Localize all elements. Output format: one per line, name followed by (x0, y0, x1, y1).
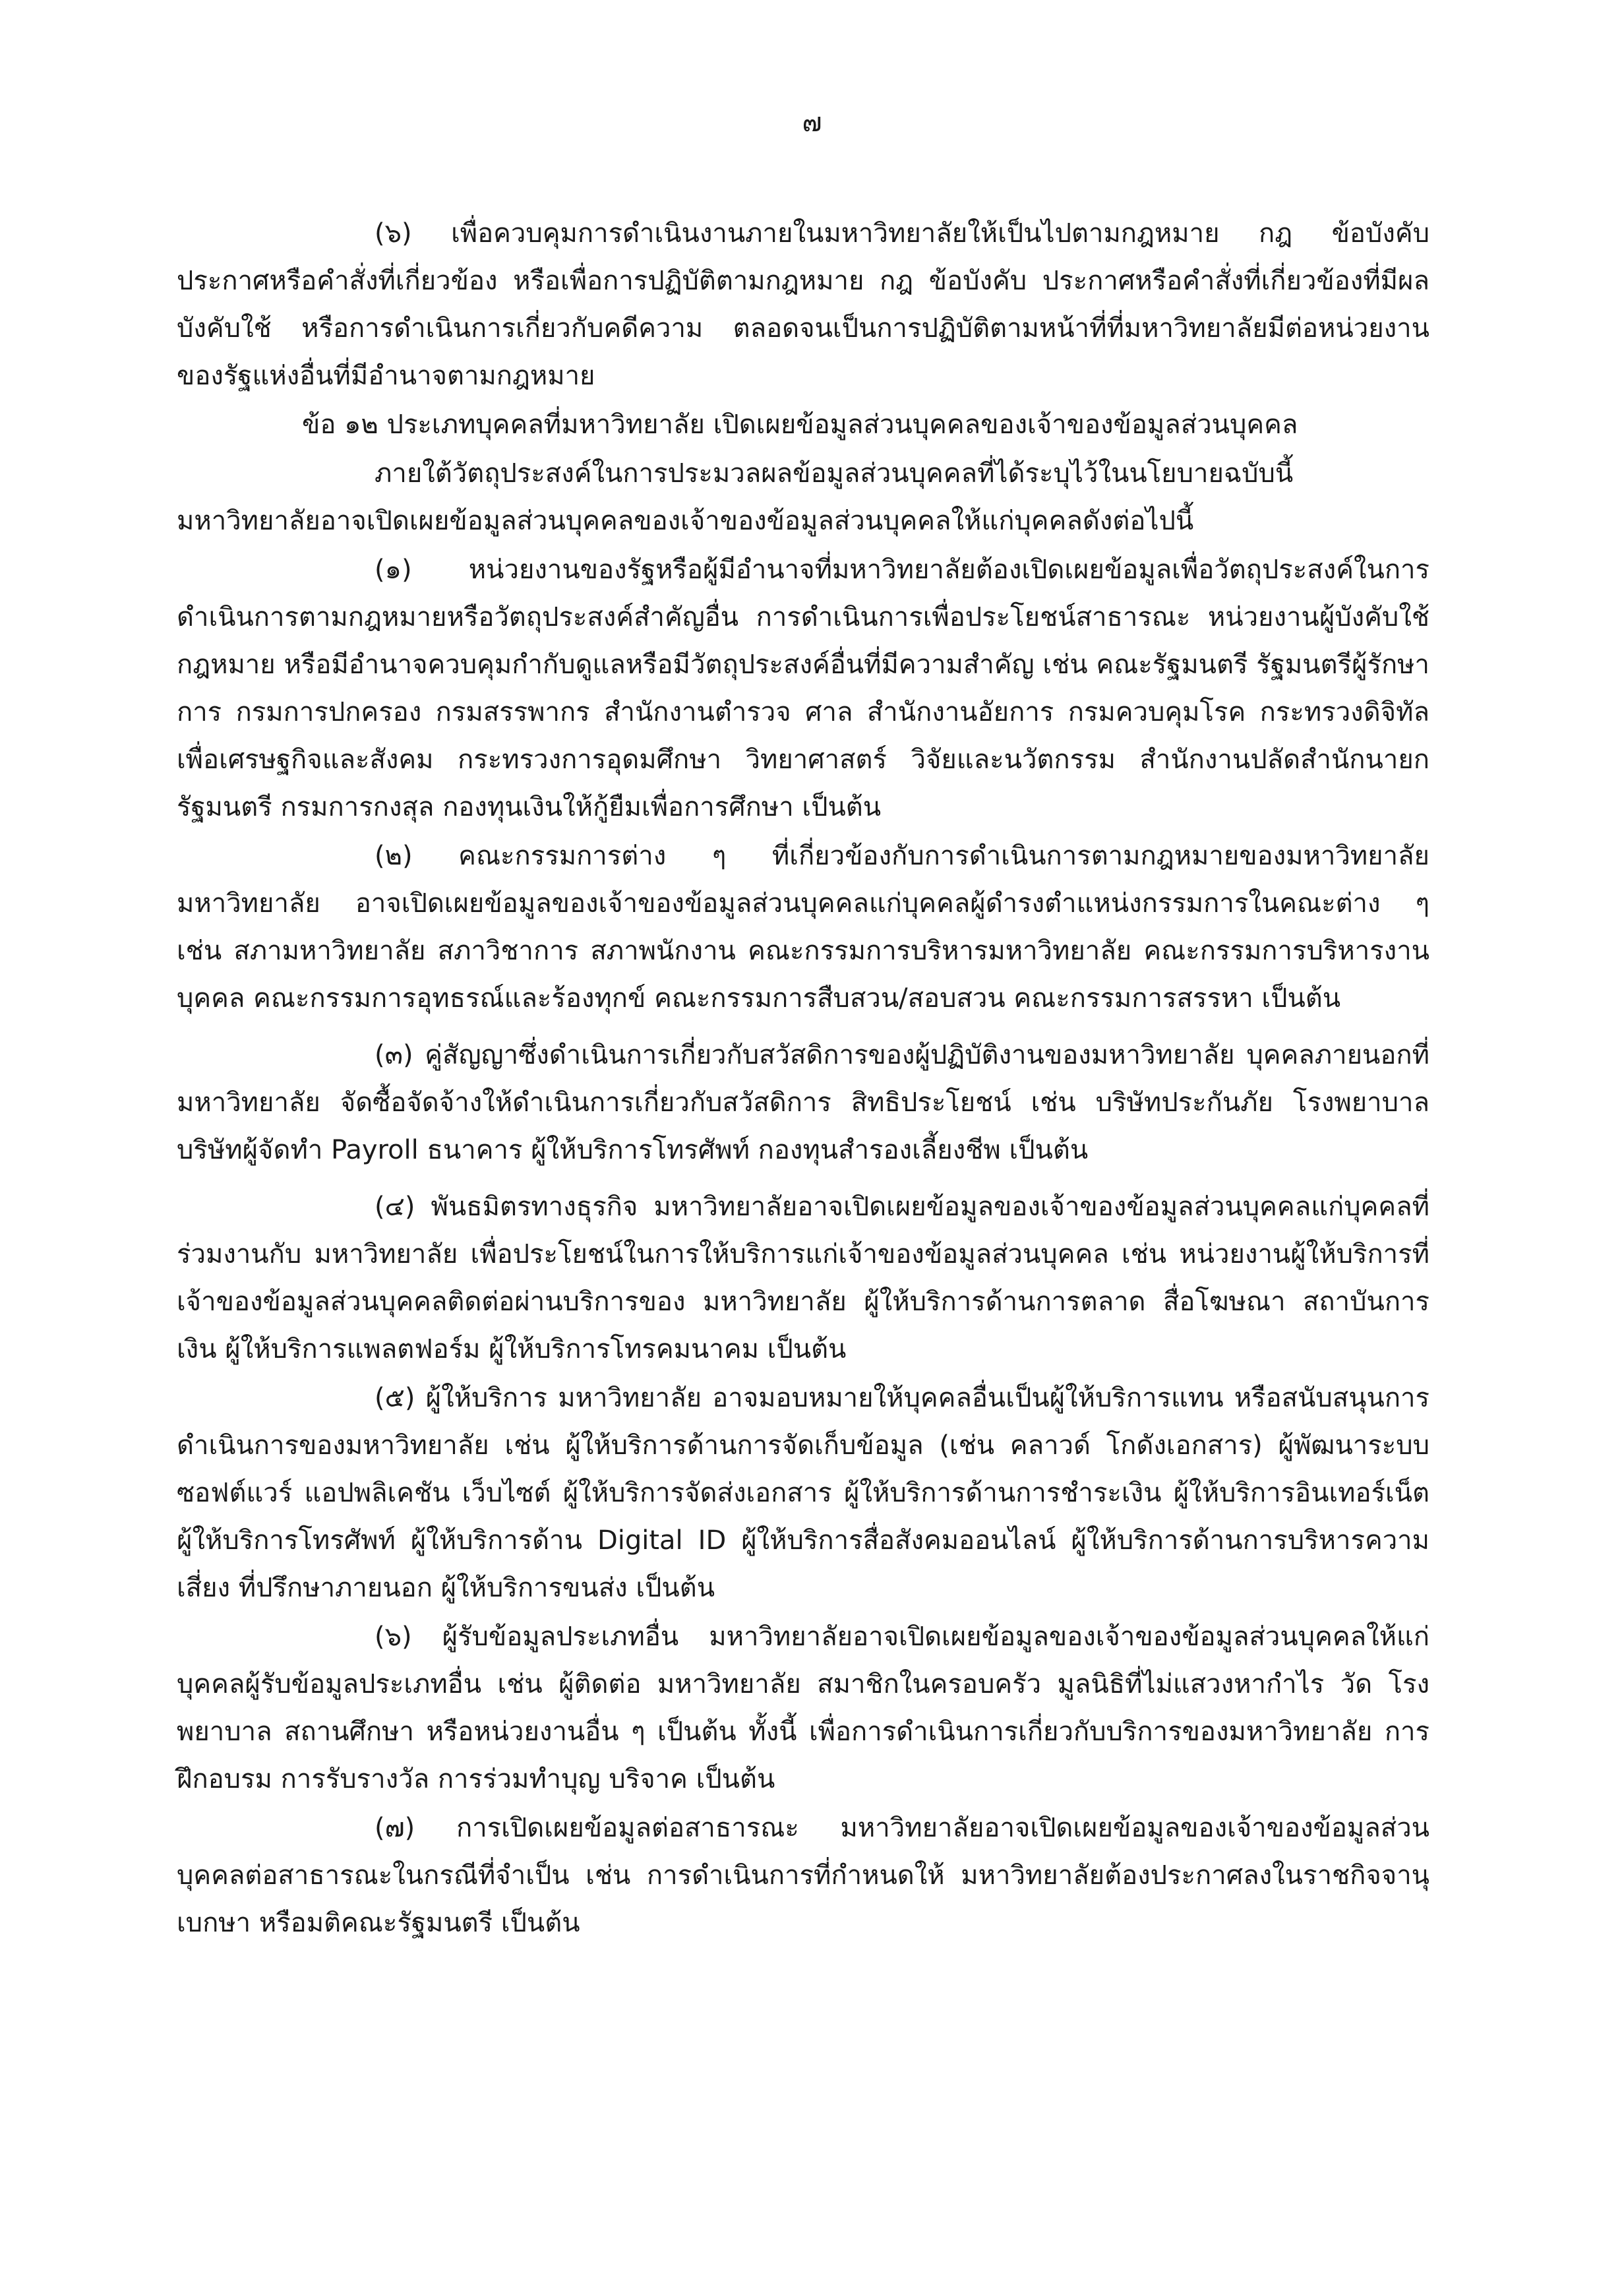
list-item-service-providers: (๕) ผู้ให้บริการ มหาวิทยาลัย อาจมอบหมายให้บุคคลอื่นเป็นผู้ให้บริการแทน หรือสนับสนุนการดำเนินการของมหาวิทยาลัย เช่น ผู้ให้บริการด้านการจัดเก็บข้อมูล (เช่น คลาวด์ โกดังเอกสาร) ผู้พัฒนาระบบ ซอฟต์แวร์ แอปพลิเคชัน เว็บไซต์ ผู้ให้บริการจัดส่งเอกสาร ผู้ให้บริการด้านการชำระเงิน ผู้ให้บริการอินเทอร์เน็ต ผู้ให้บริการโทรศัพท์ ผู้ให้บริการด้าน Digital ID ผู้ให้บริการสื่อสังคมออนไลน์ ผู้ให้บริการด้านการบริหารความเสี่ยง ที่ปรึกษาภายนอก ผู้ให้บริการขนส่ง เป็นต้น (177, 1383, 1429, 1603)
list-item-government-agencies: (๑) หน่วยงานของรัฐหรือผู้มีอำนาจที่มหาวิทยาลัยต้องเปิดเผยข้อมูลเพื่อวัตถุประสงค์ในการดำเนินการตามกฎหมายหรือวัตถุประสงค์สำคัญอื่น การดำเนินการเพื่อประโยชน์สาธารณะ หน่วยงานผู้บังคับใช้กฎหมาย หรือมีอำนาจควบคุมกำกับดูแลหรือมีวัตถุประสงค์อื่นที่มีความสำคัญ เช่น คณะรัฐมนตรี รัฐมนตรีผู้รักษาการ กรมการปกครอง กรมสรรพากร สำนักงานตำรวจ ศาล สำนักงานอัยการ กรมควบคุมโรค กระทรวงดิจิทัลเพื่อเศรษฐกิจและสังคม กระทรวงการอุดมศึกษา วิทยาศาสตร์ วิจัยและนวัตกรรม สำนักงานปลัดสำนักนายกรัฐมนตรี กรมการกงสุล กองทุนเงินให้กู้ยืมเพื่อการศึกษา เป็นต้น (177, 555, 1429, 822)
paragraph-control-operations: (๖) เพื่อควบคุมการดำเนินงานภายในมหาวิทยาลัยให้เป็นไปตามกฎหมาย กฎ ข้อบังคับ ประกาศหรือคำสั่งที่เกี่ยวข้อง หรือเพื่อการปฏิบัติตามกฎหมาย กฎ ข้อบังคับ ประกาศหรือคำสั่งที่เกี่ยวข้องที่มีผลบังคับใช้ หรือการดำเนินการเกี่ยวกับคดีความ ตลอดจนเป็นการปฏิบัติตามหน้าที่ที่มหาวิทยาลัยมีต่อหน่วยงานของรัฐแห่งอื่นที่มีอำนาจตามกฎหมาย (177, 218, 1430, 391)
clause-12-intro: ภายใต้วัตถุประสงค์ในการประมวลผลข้อมูลส่วนบุคคลที่ได้ระบุไว้ในนโยบายฉบับนี้ มหาวิทยาลัยอาจเปิดเผยข้อมูลส่วนบุคคลของเจ้าของข้อมูลส่วนบุคคลให้แก่บุคคลดังต่อไปนี้ (177, 458, 1294, 536)
clause-12-heading: ข้อ ๑๒ ประเภทบุคคลที่มหาวิทยาลัย เปิดเผยข้อมูลส่วนบุคคลของเจ้าของข้อมูลส่วนบุคคล (302, 410, 1298, 440)
document-body (177, 210, 1429, 1947)
list-item-contractors: (๓) คู่สัญญาซึ่งดำเนินการเกี่ยวกับสวัสดิการของผู้ปฏิบัติงานของมหาวิทยาลัย บุคคลภายนอกที่มหาวิทยาลัย จัดซื้อจัดจ้างให้ดำเนินการเกี่ยวกับสวัสดิการ สิทธิประโยชน์ เช่น บริษัทประกันภัย โรงพยาบาล บริษัทผู้จัดทำ Payroll ธนาคาร ผู้ให้บริการโทรศัพท์ กองทุนสำรองเลี้ยงชีพ เป็นต้น (177, 1040, 1429, 1165)
list-item-business-partners: (๔) พันธมิตรทางธุรกิจ มหาวิทยาลัยอาจเปิดเผยข้อมูลของเจ้าของข้อมูลส่วนบุคคลแก่บุคคลที่ร่วมงานกับ มหาวิทยาลัย เพื่อประโยชน์ในการให้บริการแก่เจ้าของข้อมูลส่วนบุคคล เช่น หน่วยงานผู้ให้บริการที่เจ้าของข้อมูลส่วนบุคคลติดต่อผ่านบริการของ มหาวิทยาลัย ผู้ให้บริการด้านการตลาด สื่อโฆษณา สถาบันการเงิน ผู้ให้บริการแพลตฟอร์ม ผู้ให้บริการโทรคมนาคม เป็นต้น (177, 1192, 1429, 1364)
list-item-public-disclosure: (๗) การเปิดเผยข้อมูลต่อสาธารณะ มหาวิทยาลัยอาจเปิดเผยข้อมูลของเจ้าของข้อมูลส่วนบุคคลต่อสาธารณะในกรณีที่จำเป็น เช่น การดำเนินการที่กำหนดให้ มหาวิทยาลัยต้องประกาศลงในราชกิจจานุเบกษา หรือมติคณะรัฐมนตรี เป็นต้น (177, 1813, 1429, 1938)
page-number: ๗ (802, 107, 822, 138)
list-item-committees: (๒) คณะกรรมการต่าง ๆ ที่เกี่ยวข้องกับการดำเนินการตามกฎหมายของมหาวิทยาลัย มหาวิทยาลัย อาจเปิดเผยข้อมูลของเจ้าของข้อมูลส่วนบุคคลแก่บุคคลผู้ดำรงตำแหน่งกรรมการในคณะต่าง ๆ เช่น สภามหาวิทยาลัย สภาวิชาการ สภาพนักงาน คณะกรรมการบริหารมหาวิทยาลัย คณะกรรมการบริหารงานบุคคล คณะกรรมการอุทธรณ์และร้องทุกข์ คณะกรรมการสืบสวน/สอบสวน คณะกรรมการสรรหา เป็นต้น (177, 841, 1429, 1014)
list-item-other-recipients: (๖) ผู้รับข้อมูลประเภทอื่น มหาวิทยาลัยอาจเปิดเผยข้อมูลของเจ้าของข้อมูลส่วนบุคคลให้แก่บุคคลผู้รับข้อมูลประเภทอื่น เช่น ผู้ติดต่อ มหาวิทยาลัย สมาชิกในครอบครัว มูลนิธิที่ไม่แสวงหากำไร วัด โรงพยาบาล สถานศึกษา หรือหน่วยงานอื่น ๆ เป็นต้น ทั้งนี้ เพื่อการดำเนินการเกี่ยวกับบริการของมหาวิทยาลัย การฝึกอบรม การรับรางวัล การร่วมทำบุญ บริจาค เป็นต้น (177, 1622, 1429, 1794)
